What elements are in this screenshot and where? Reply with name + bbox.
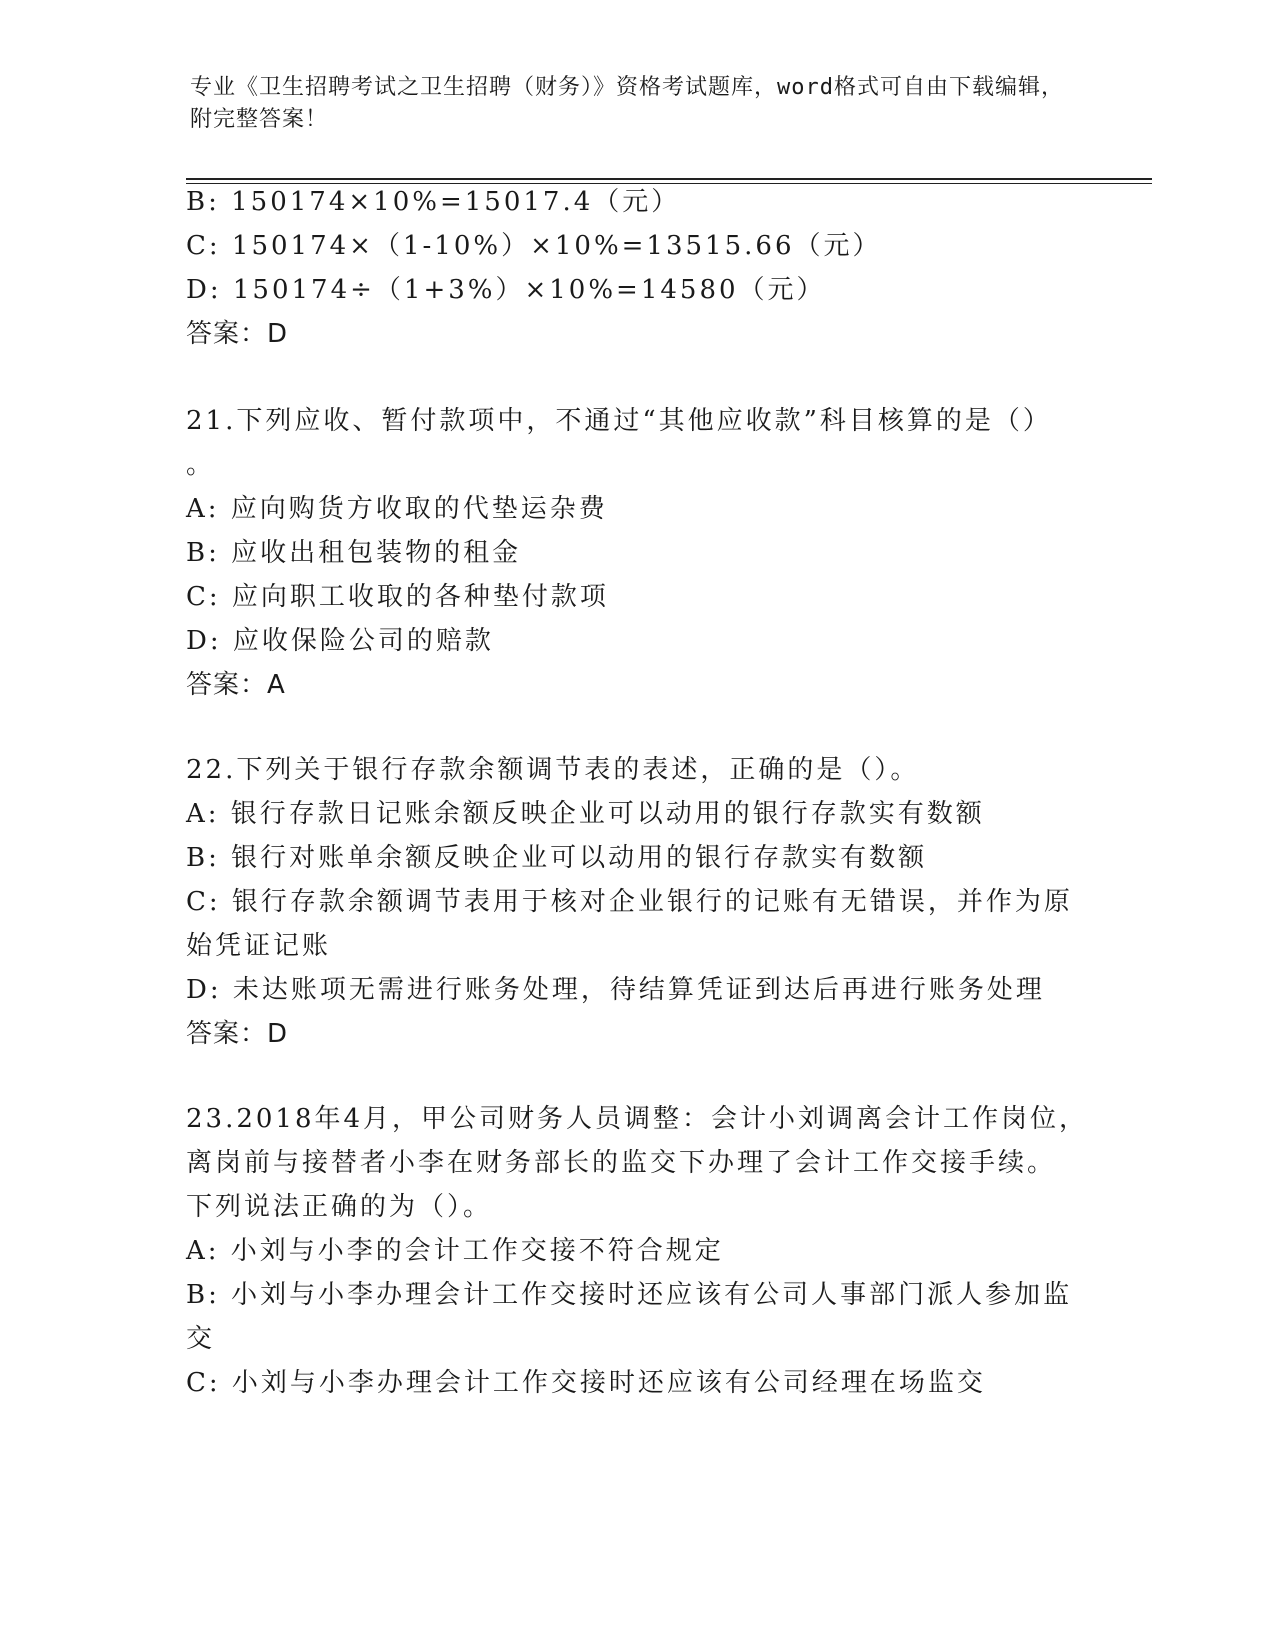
- q22-option-b: B: 银行对账单余额反映企业可以动用的银行存款实有数额: [186, 843, 928, 873]
- q23-option-a: A: 小刘与小李的会计工作交接不符合规定: [186, 1236, 724, 1266]
- q21-stem-line1: 21.下列应收、暂付款项中，不通过“其他应收款”科目核算的是（）: [186, 406, 1052, 436]
- q23-option-b-line2: 交: [186, 1324, 216, 1354]
- q20-option-b: B: 150174×10%=15017.4（元）: [186, 187, 681, 217]
- q23-stem-line1: 23.2018年4月，甲公司财务人员调整：会计小刘调离会计工作岗位，: [186, 1104, 1089, 1134]
- header-rule-thin: [186, 183, 1152, 184]
- q21-option-d: D: 应收保险公司的赔款: [186, 626, 494, 656]
- q22-option-a: A: 银行存款日记账余额反映企业可以动用的银行存款实有数额: [186, 799, 985, 829]
- q20-option-d: D: 150174÷（1+3%）×10%=14580（元）: [186, 275, 826, 305]
- q21-option-b: B: 应收出租包装物的租金: [186, 538, 522, 568]
- q23-option-c: C: 小刘与小李办理会计工作交接时还应该有公司经理在场监交: [186, 1368, 986, 1398]
- q20-option-c: C: 150174×（1-10%）×10%=13515.66（元）: [186, 231, 882, 261]
- q23-option-b-line1: B: 小刘与小李办理会计工作交接时还应该有公司人事部门派人参加监: [186, 1280, 1073, 1310]
- q21-option-c: C: 应向职工收取的各种垫付款项: [186, 582, 609, 612]
- q22-option-d: D: 未达账项无需进行账务处理，待结算凭证到达后再进行账务处理: [186, 975, 1045, 1005]
- q21-option-a: A: 应向购货方收取的代垫运杂费: [186, 494, 608, 524]
- header-rule-thick: [186, 178, 1152, 180]
- q23-stem-line3: 下列说法正确的为（）。: [186, 1192, 493, 1222]
- q22-option-c-line2: 始凭证记账: [186, 931, 332, 961]
- document-header: 专业《卫生招聘考试之卫生招聘（财务）》资格考试题库，word格式可自由下载编辑，附完整答案！: [190, 75, 1064, 132]
- q20-answer: 答案：D: [186, 319, 289, 349]
- q23-stem-line2: 离岗前与接替者小李在财务部长的监交下办理了会计工作交接手续。: [186, 1148, 1057, 1178]
- q21-stem-line2: 。: [186, 450, 216, 480]
- q22-option-c-line1: C: 银行存款余额调节表用于核对企业银行的记账有无错误，并作为原: [186, 887, 1073, 917]
- q21-answer: 答案：A: [186, 670, 286, 700]
- q22-answer: 答案：D: [186, 1019, 289, 1049]
- q22-stem: 22.下列关于银行存款余额调节表的表述，正确的是（）。: [186, 755, 920, 785]
